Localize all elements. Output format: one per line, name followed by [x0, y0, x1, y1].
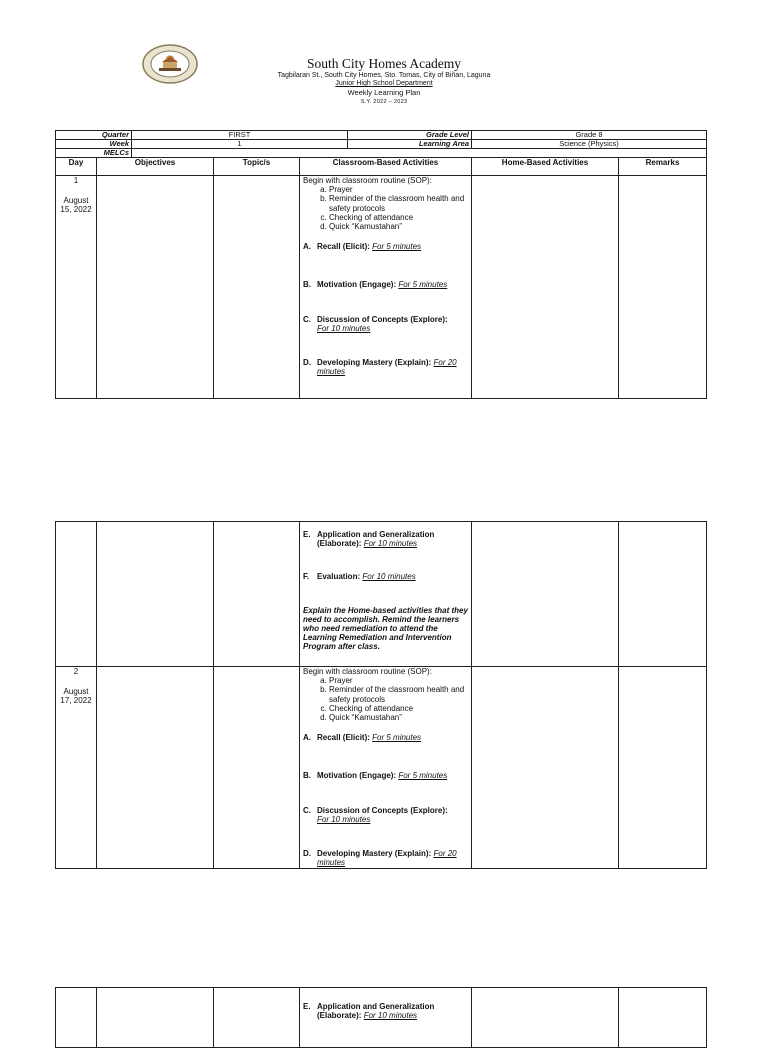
department-name: Junior High School Department [335, 80, 433, 87]
melcs-label: MELCs [56, 149, 132, 158]
col-classroom-activities: Classroom-Based Activities [300, 158, 472, 176]
col-remarks: Remarks [619, 158, 707, 176]
quarter-label: Quarter [56, 131, 132, 140]
routine-item: c. Checking of attendance [329, 213, 468, 222]
topics-cell [214, 988, 300, 1048]
column-header-row [56, 158, 707, 176]
step-application: E. Application and Generalization (Elaborate): For 10 minutes [303, 530, 435, 549]
topics-cell [214, 176, 300, 399]
home-activities-cell [472, 176, 619, 399]
plan-title: Weekly Learning Plan [347, 88, 421, 97]
day-number: 1 [73, 176, 79, 185]
col-day: Day [56, 158, 97, 176]
melcs-value [132, 149, 707, 158]
routine-list [303, 676, 468, 722]
step-motivation: B. Motivation (Engage): For 5 minutes [303, 280, 448, 290]
col-home-activities: Home-Based Activities [472, 158, 619, 176]
step-discussion: C. Discussion of Concepts (Explore): For 10 minutes [303, 805, 448, 824]
col-objectives: Objectives [97, 158, 214, 176]
school-address: Tagbilaran St., South City Homes, Sto. Tomas, City of Biñan, Laguna [277, 72, 491, 79]
lesson-plan-table-3 [55, 987, 707, 1048]
melcs-row [56, 149, 707, 158]
step-discussion: C. Discussion of Concepts (Explore): For 10 minutes [303, 314, 448, 333]
lesson-plan-table-2 [55, 521, 707, 869]
classroom-activities-cell [300, 988, 472, 1048]
day-number: 2 [73, 667, 79, 676]
school-year: S.Y. 2022 – 2023 [360, 99, 408, 105]
routine-item: b. Reminder of the classroom health and safety protocols [329, 194, 468, 212]
day-date-month: August [63, 686, 89, 696]
day-date-day: 15, 2022 [60, 205, 92, 215]
classroom-activities-cell [300, 522, 472, 667]
home-activities-cell [472, 522, 619, 667]
learning-area-label: Learning Area [348, 140, 472, 149]
day-cell-empty [56, 988, 97, 1048]
routine-item: d. Quick “Kamustahan” [329, 222, 468, 231]
week-label: Week [56, 140, 132, 149]
week-row [56, 140, 707, 149]
day-1-cell [56, 176, 97, 399]
school-name: South City Homes Academy [306, 56, 462, 71]
day-2-continued-row [56, 988, 707, 1048]
remarks-cell [619, 522, 707, 667]
quarter-value: FIRST [132, 131, 348, 140]
step-motivation: B. Motivation (Engage): For 5 minutes [303, 771, 448, 781]
week-value: 1 [132, 140, 348, 149]
routine-intro: Begin with classroom routine (SOP): [303, 667, 432, 676]
step-mastery: D. Developing Mastery (Explain): For 20 minutes [303, 848, 457, 868]
day-2-cell [56, 667, 97, 869]
remarks-cell [619, 988, 707, 1048]
school-seal-logo [142, 44, 198, 84]
routine-item: d. Quick “Kamustahan” [329, 713, 468, 722]
routine-item: c. Checking of attendance [329, 704, 468, 713]
routine-list [303, 185, 468, 231]
grade-level-value: Grade 8 [472, 131, 707, 140]
objectives-cell [97, 522, 214, 667]
step-evaluation: F. Evaluation: For 10 minutes [303, 572, 416, 582]
day-2-row [56, 667, 707, 869]
routine-item: a. Prayer [329, 185, 468, 194]
remarks-cell [619, 667, 707, 869]
home-activities-cell [472, 988, 619, 1048]
learning-area-value: Science (Physics) [472, 140, 707, 149]
col-topics: Topic/s [214, 158, 300, 176]
remarks-cell [619, 176, 707, 399]
classroom-activities-cell [300, 667, 472, 869]
grade-level-label: Grade Level [348, 131, 472, 140]
day-date-month: August [63, 195, 89, 205]
home-activities-instruction: Explain the Home-based activities that they need to accomplish. Remind the learners who need remediation to attend the Learning Remediation and Intervention Program after class. [303, 605, 468, 652]
topics-cell [214, 667, 300, 869]
day-cell-empty [56, 522, 97, 667]
day-date-day: 17, 2022 [60, 696, 92, 706]
routine-item: b. Reminder of the classroom health and safety protocols [329, 685, 468, 703]
classroom-activities-cell [300, 176, 472, 399]
step-application: E. Application and Generalization (Elaborate): For 10 minutes [303, 1002, 435, 1021]
objectives-cell [97, 988, 214, 1048]
topics-cell [214, 522, 300, 667]
day-1-continued-row [56, 522, 707, 667]
objectives-cell [97, 176, 214, 399]
home-activities-cell [472, 667, 619, 869]
routine-item: a. Prayer [329, 676, 468, 685]
objectives-cell [97, 667, 214, 869]
day-1-row [56, 176, 707, 399]
lesson-plan-table-1 [55, 130, 707, 399]
step-mastery: D. Developing Mastery (Explain): For 20 minutes [303, 357, 457, 377]
step-recall: A. Recall (Elicit): For 5 minutes [303, 242, 422, 252]
routine-intro: Begin with classroom routine (SOP): [303, 176, 432, 185]
step-recall: A. Recall (Elicit): For 5 minutes [303, 733, 422, 743]
